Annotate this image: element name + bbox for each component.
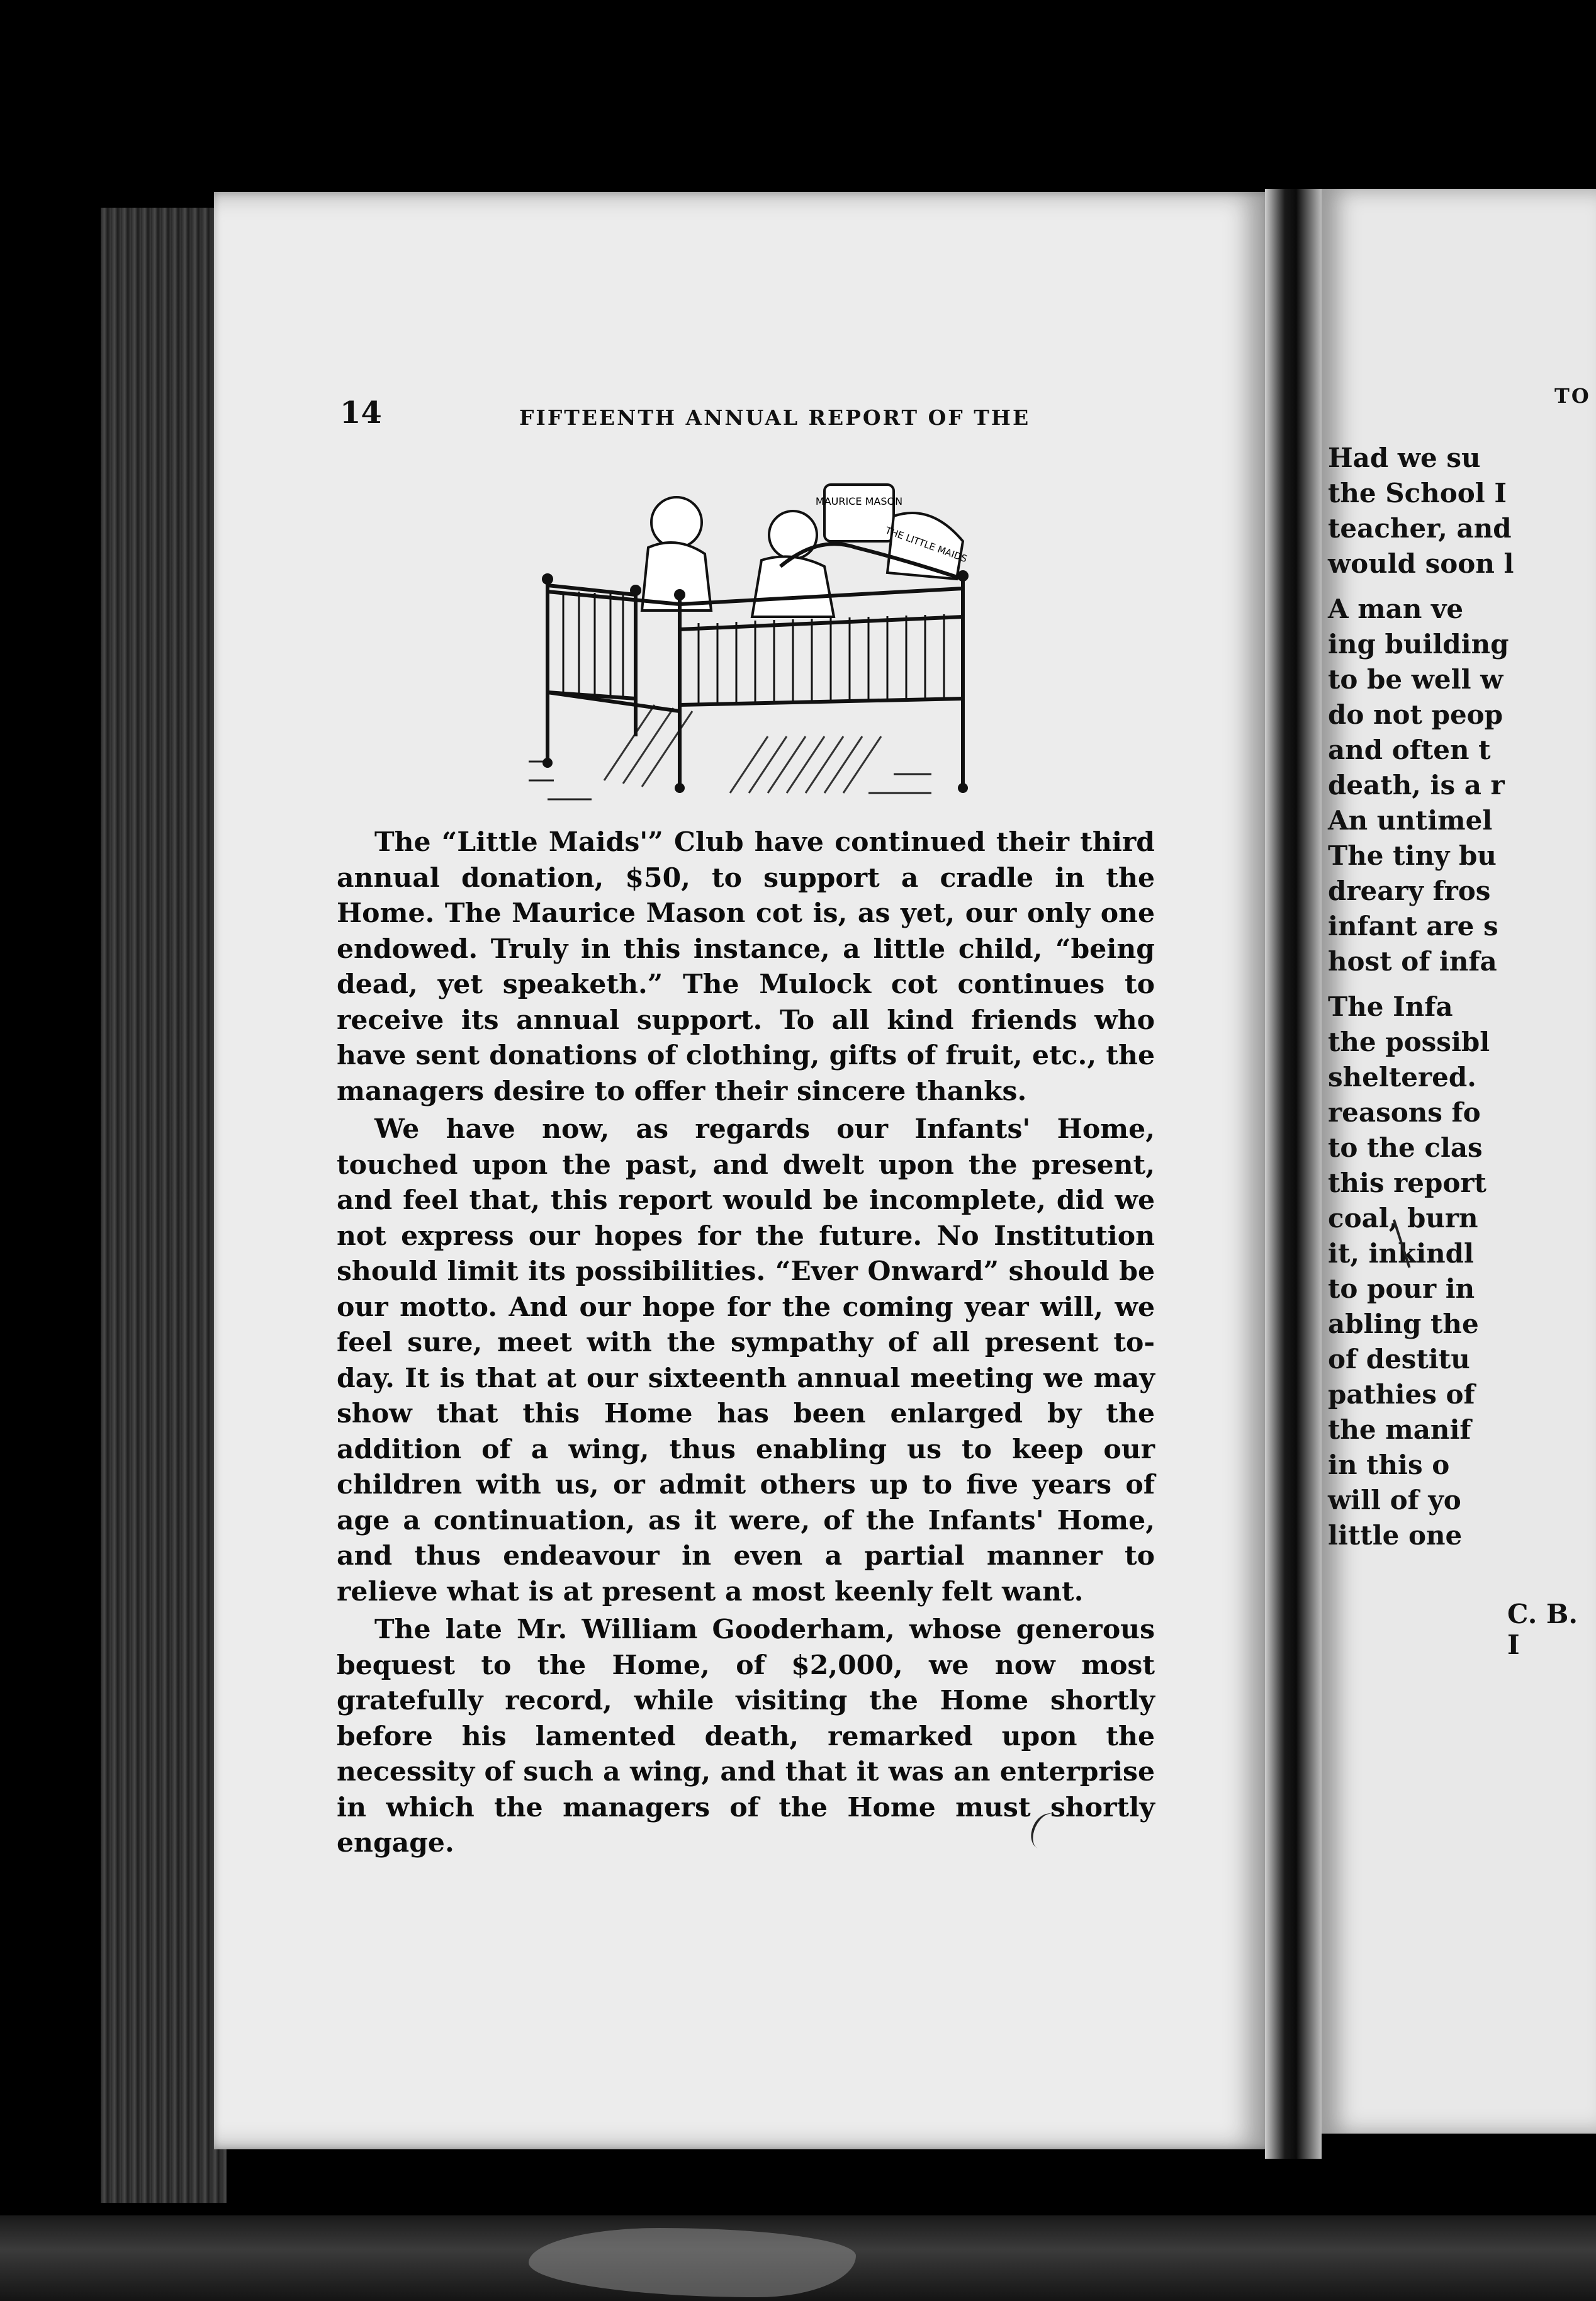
right-line: will of yo xyxy=(1328,1485,1461,1516)
right-line: pathies of xyxy=(1328,1379,1475,1410)
book-gutter xyxy=(1265,189,1322,2159)
body-text xyxy=(337,824,1155,1864)
right-line: of destitu xyxy=(1328,1344,1470,1375)
right-signature: C. B. I xyxy=(1507,1599,1578,1660)
right-line: the manif xyxy=(1328,1414,1471,1445)
paragraph-little-maids: The “Little Maids'” Club have continued their third annual donation, $50, to support a cradle in the Home. The Maurice Mason cot is, as yet, our only one endowed. Truly in this instance, a little child, “being dead, yet speaketh.” The Mulock cot continues to receive its annual support. To all kind friends who have sent donations of clothing, gifts of fruit, etc., the managers desire to offer their sincere thanks. xyxy=(337,826,1155,1107)
right-line: death, is a r xyxy=(1328,770,1505,801)
plaque-1-text: MAURICE MASON xyxy=(815,495,903,507)
right-line: The tiny bu xyxy=(1328,840,1497,871)
right-line: to be well w xyxy=(1328,664,1503,695)
right-line: in this o xyxy=(1328,1449,1450,1480)
right-line: The Infa xyxy=(1328,991,1453,1022)
right-line: host of infa xyxy=(1328,946,1497,977)
paragraph-gooderham: The late Mr. William Gooderham, whose generous bequest to the Home, of $2,000, we now most gratefully record, while visiting the Home shortly before his lamented death, remarked upon the necessity of such a wing, and that it was an enterprise in which the managers of the Home must shortly engage. xyxy=(337,1614,1155,1859)
right-line: ing building xyxy=(1328,629,1509,660)
right-line: this report xyxy=(1328,1167,1486,1198)
plaque-2-text: THE LITTLE MAIDS xyxy=(884,524,969,565)
right-running-head: TO xyxy=(1554,384,1591,408)
right-line: dreary fros xyxy=(1328,875,1491,906)
right-line: do not peop xyxy=(1328,699,1503,730)
right-line: reasons fo xyxy=(1328,1097,1481,1128)
right-line-gap xyxy=(1328,979,1592,989)
right-line: An untimel xyxy=(1328,805,1493,836)
right-line: and often t xyxy=(1328,734,1491,765)
page-edges xyxy=(101,208,227,2203)
right-line: little one xyxy=(1328,1520,1463,1551)
page-number: 14 xyxy=(340,395,382,430)
right-line: the possibl xyxy=(1328,1027,1490,1057)
right-line: infant are s xyxy=(1328,911,1498,942)
right-line: to the clas xyxy=(1328,1132,1483,1163)
right-line: abling the xyxy=(1328,1308,1479,1339)
right-line: Had we su xyxy=(1328,442,1481,473)
right-line: A man ve xyxy=(1328,594,1464,624)
right-line-gap xyxy=(1328,582,1592,592)
crib-illustration xyxy=(491,466,1020,818)
right-line: sheltered. xyxy=(1328,1062,1476,1093)
right-line: the School I xyxy=(1328,478,1507,509)
right-line: to pour in xyxy=(1328,1273,1475,1304)
right-line: would soon l xyxy=(1328,548,1514,579)
right-line: teacher, and xyxy=(1328,513,1512,544)
right-line: it, inkindl xyxy=(1328,1238,1475,1269)
running-head: FIFTEENTH ANNUAL REPORT OF THE xyxy=(519,405,1031,430)
paragraph-infants-home: We have now, as regards our Infants' Home, touched upon the past, and dwelt upon the present, and feel that, this report would be incomplete, did we not express our hopes for the future. No Institution should limit its possibilities. “Ever Onward” should be our motto. And our hope for the coming year will, we feel sure, meet with the sympathy of all present to-day. It is that at our sixteenth annual meeting we may show that this Home has been enlarged by the addition of a wing, thus enabling us to keep our children with us, or admit others up to five years of age a continuation, as it were, of the Infants' Home, and thus endeavour in even a partial manner to relieve what is at present a most keenly felt want. xyxy=(337,1113,1155,1607)
right-line: coal, burn xyxy=(1328,1203,1478,1234)
right-page-text xyxy=(1328,441,1592,1553)
